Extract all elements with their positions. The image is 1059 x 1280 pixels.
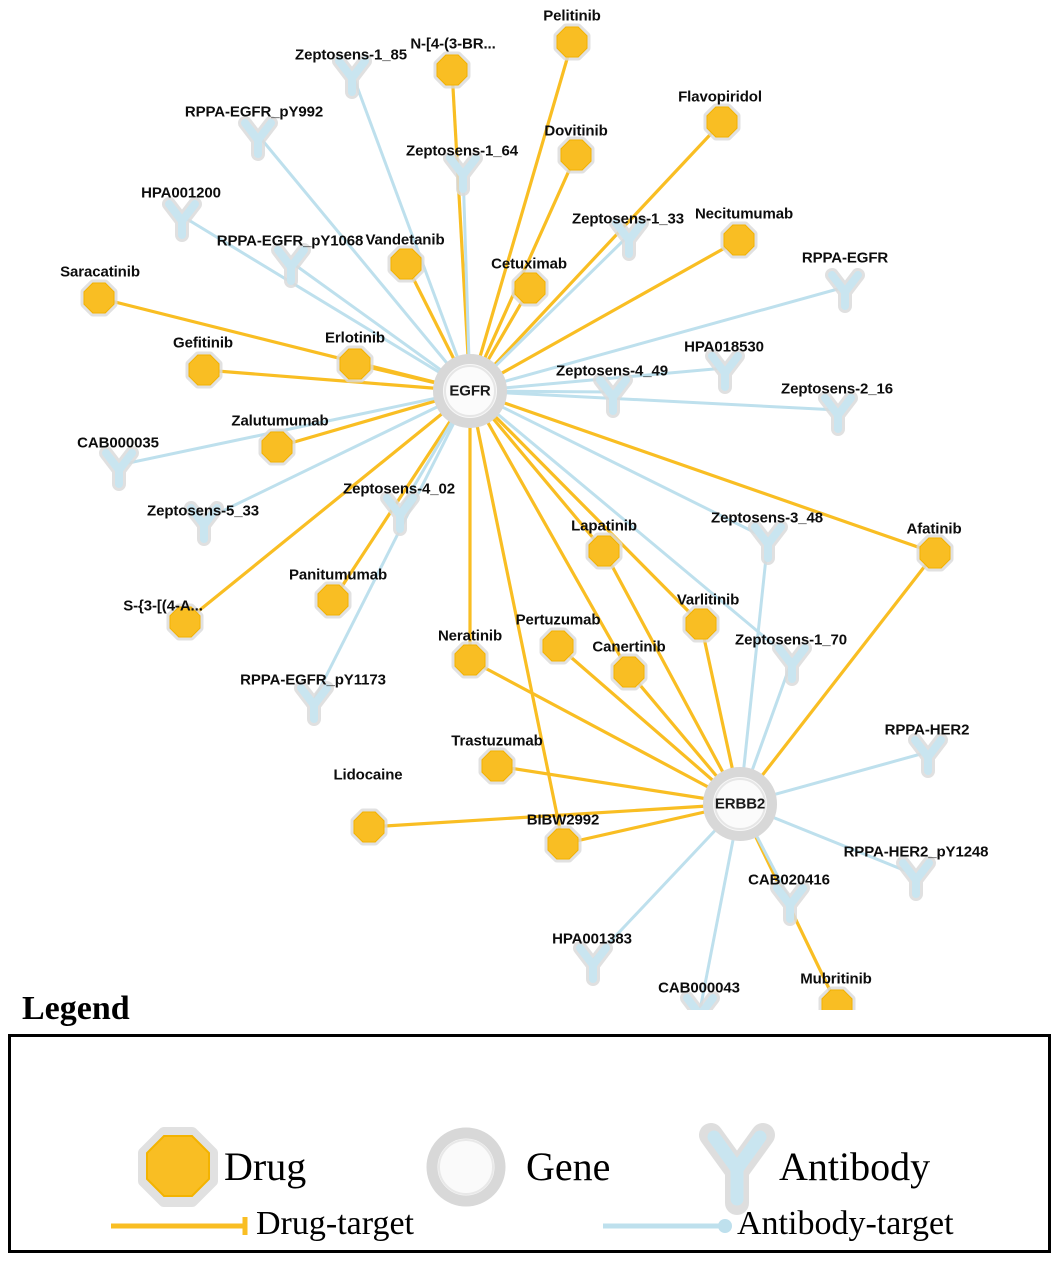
drug-node-label: Neratinib [437,627,503,645]
drug-node[interactable] [548,829,578,859]
gene-node-label: ERBB2 [714,795,766,813]
legend-title: Legend [22,990,130,1027]
antibody-node[interactable] [712,356,738,387]
antibody-node[interactable] [169,204,195,235]
drug-node[interactable] [340,349,370,379]
legend-drug-target-edge [111,1217,246,1235]
antibody-node[interactable] [832,275,858,306]
drug-node-label: BIBW2992 [526,811,600,829]
antibody-node-label: Zeptosens-1_70 [735,631,847,649]
antibody-node-label: HPA001383 [552,930,632,948]
antibody-node-label: CAB020416 [748,871,830,889]
legend-label-drug: Drug [224,1144,307,1189]
drug-node[interactable] [437,55,467,85]
drug-node-label: Pertuzumab [515,611,601,629]
legend-label-gene: Gene [526,1144,611,1189]
legend-label-drug-target: Drug-target [256,1205,414,1242]
drug-node[interactable] [318,585,348,615]
edge-drug-target [470,391,701,624]
antibody-node-label: RPPA-EGFR_pY1173 [240,671,386,689]
legend-label-antibody: Antibody [779,1144,931,1189]
antibody-node[interactable] [779,648,805,679]
antibody-node[interactable] [777,888,803,919]
antibody-node[interactable] [580,948,606,979]
antibody-node[interactable] [616,223,642,254]
legend-antibody-icon [711,1135,763,1203]
drug-node-label: Lapatinib [571,517,637,535]
drug-node-label: Dovitinib [544,122,608,140]
drug-node-label: N-[4-(3-BR... [410,35,496,53]
drug-node[interactable] [391,249,421,279]
drug-node-label: Zalutumumab [231,412,329,430]
antibody-node-label: CAB000035 [77,434,159,452]
antibody-node[interactable] [450,158,476,189]
antibody-node-label: CAB000043 [658,979,740,997]
legend-drug-icon [144,1133,212,1201]
antibody-node[interactable] [301,688,327,719]
antibody-node[interactable] [387,498,413,529]
drug-node[interactable] [189,355,219,385]
antibody-node-label: HPA001200 [141,184,221,202]
antibody-node-label: Zeptosens-1_85 [295,46,407,64]
drug-node-label: Mubritinib [800,970,872,988]
drug-node-label: Trastuzumab [451,732,543,750]
antibody-node-label: RPPA-EGFR_pY992 [184,103,324,121]
antibody-node-label: HPA018530 [684,338,764,356]
antibody-node-label: Zeptosens-5_33 [147,502,259,520]
antibody-node[interactable] [339,61,365,92]
drug-node[interactable] [84,283,114,313]
drug-node[interactable] [354,812,384,842]
drug-node[interactable] [707,107,737,137]
drug-node-label: Varlitinib [676,591,740,609]
antibody-node[interactable] [755,527,781,558]
drug-node-label: Cetuximab [491,255,567,273]
edge-antibody-target [314,391,470,700]
drug-node[interactable] [561,140,591,170]
edge-drug-target [740,553,935,804]
legend-box [8,1034,1051,1253]
antibody-node-label: Zeptosens-1_33 [572,210,684,228]
drug-node-label: Panitumumab [288,566,388,584]
antibody-node[interactable] [903,863,929,894]
drug-node-label: Saracatinib [60,263,140,281]
drug-node-label: Pelitinib [543,7,601,25]
drug-node[interactable] [262,432,292,462]
antibody-node-label: RPPA-EGFR [801,249,889,267]
drug-node[interactable] [557,27,587,57]
drug-node-label: Afatinib [906,520,962,538]
drug-node[interactable] [515,273,545,303]
antibody-node-label: RPPA-EGFR_pY1068 [216,232,364,250]
drug-node-label: Canertinib [592,638,666,656]
legend-gene-icon [432,1133,500,1201]
antibody-node-label: Zeptosens-1_64 [406,142,518,160]
drug-node[interactable] [455,645,485,675]
antibody-node-label: Zeptosens-4_02 [343,480,455,498]
drug-node-label: Flavopiridol [678,88,762,106]
antibody-node[interactable] [245,123,271,154]
antibody-node[interactable] [600,380,626,411]
drug-node[interactable] [686,609,716,639]
antibody-node[interactable] [106,453,132,484]
legend-antibody-target-edge [603,1219,732,1233]
drug-node-label: Vandetanib [365,231,445,249]
drug-node-label: S-{3-[(4-A... [123,597,203,615]
antibody-node-label: Zeptosens-3_48 [711,509,823,527]
gene-node-label: EGFR [449,382,491,400]
antibody-node[interactable] [915,740,941,771]
drug-node[interactable] [614,657,644,687]
drug-node[interactable] [589,536,619,566]
drug-node-label: Gefitinib [173,334,233,352]
antibody-node-label: Zeptosens-2_16 [781,380,893,398]
drug-node-label: Erlotinib [325,329,385,347]
drug-node[interactable] [724,225,754,255]
drug-node-label: Lidocaine [333,766,403,784]
antibody-node[interactable] [825,398,851,429]
legend-label-antibody-target: Antibody-target [737,1205,954,1242]
antibody-node-label: Zeptosens-4_49 [556,362,668,380]
drug-node[interactable] [543,631,573,661]
drug-node-label: Necitumumab [694,205,794,223]
antibody-node-label: RPPA-HER2 [884,721,970,739]
drug-node[interactable] [920,538,950,568]
legend [0,990,1059,1253]
drug-node[interactable] [482,751,512,781]
antibody-node-label: RPPA-HER2_pY1248 [843,843,989,861]
